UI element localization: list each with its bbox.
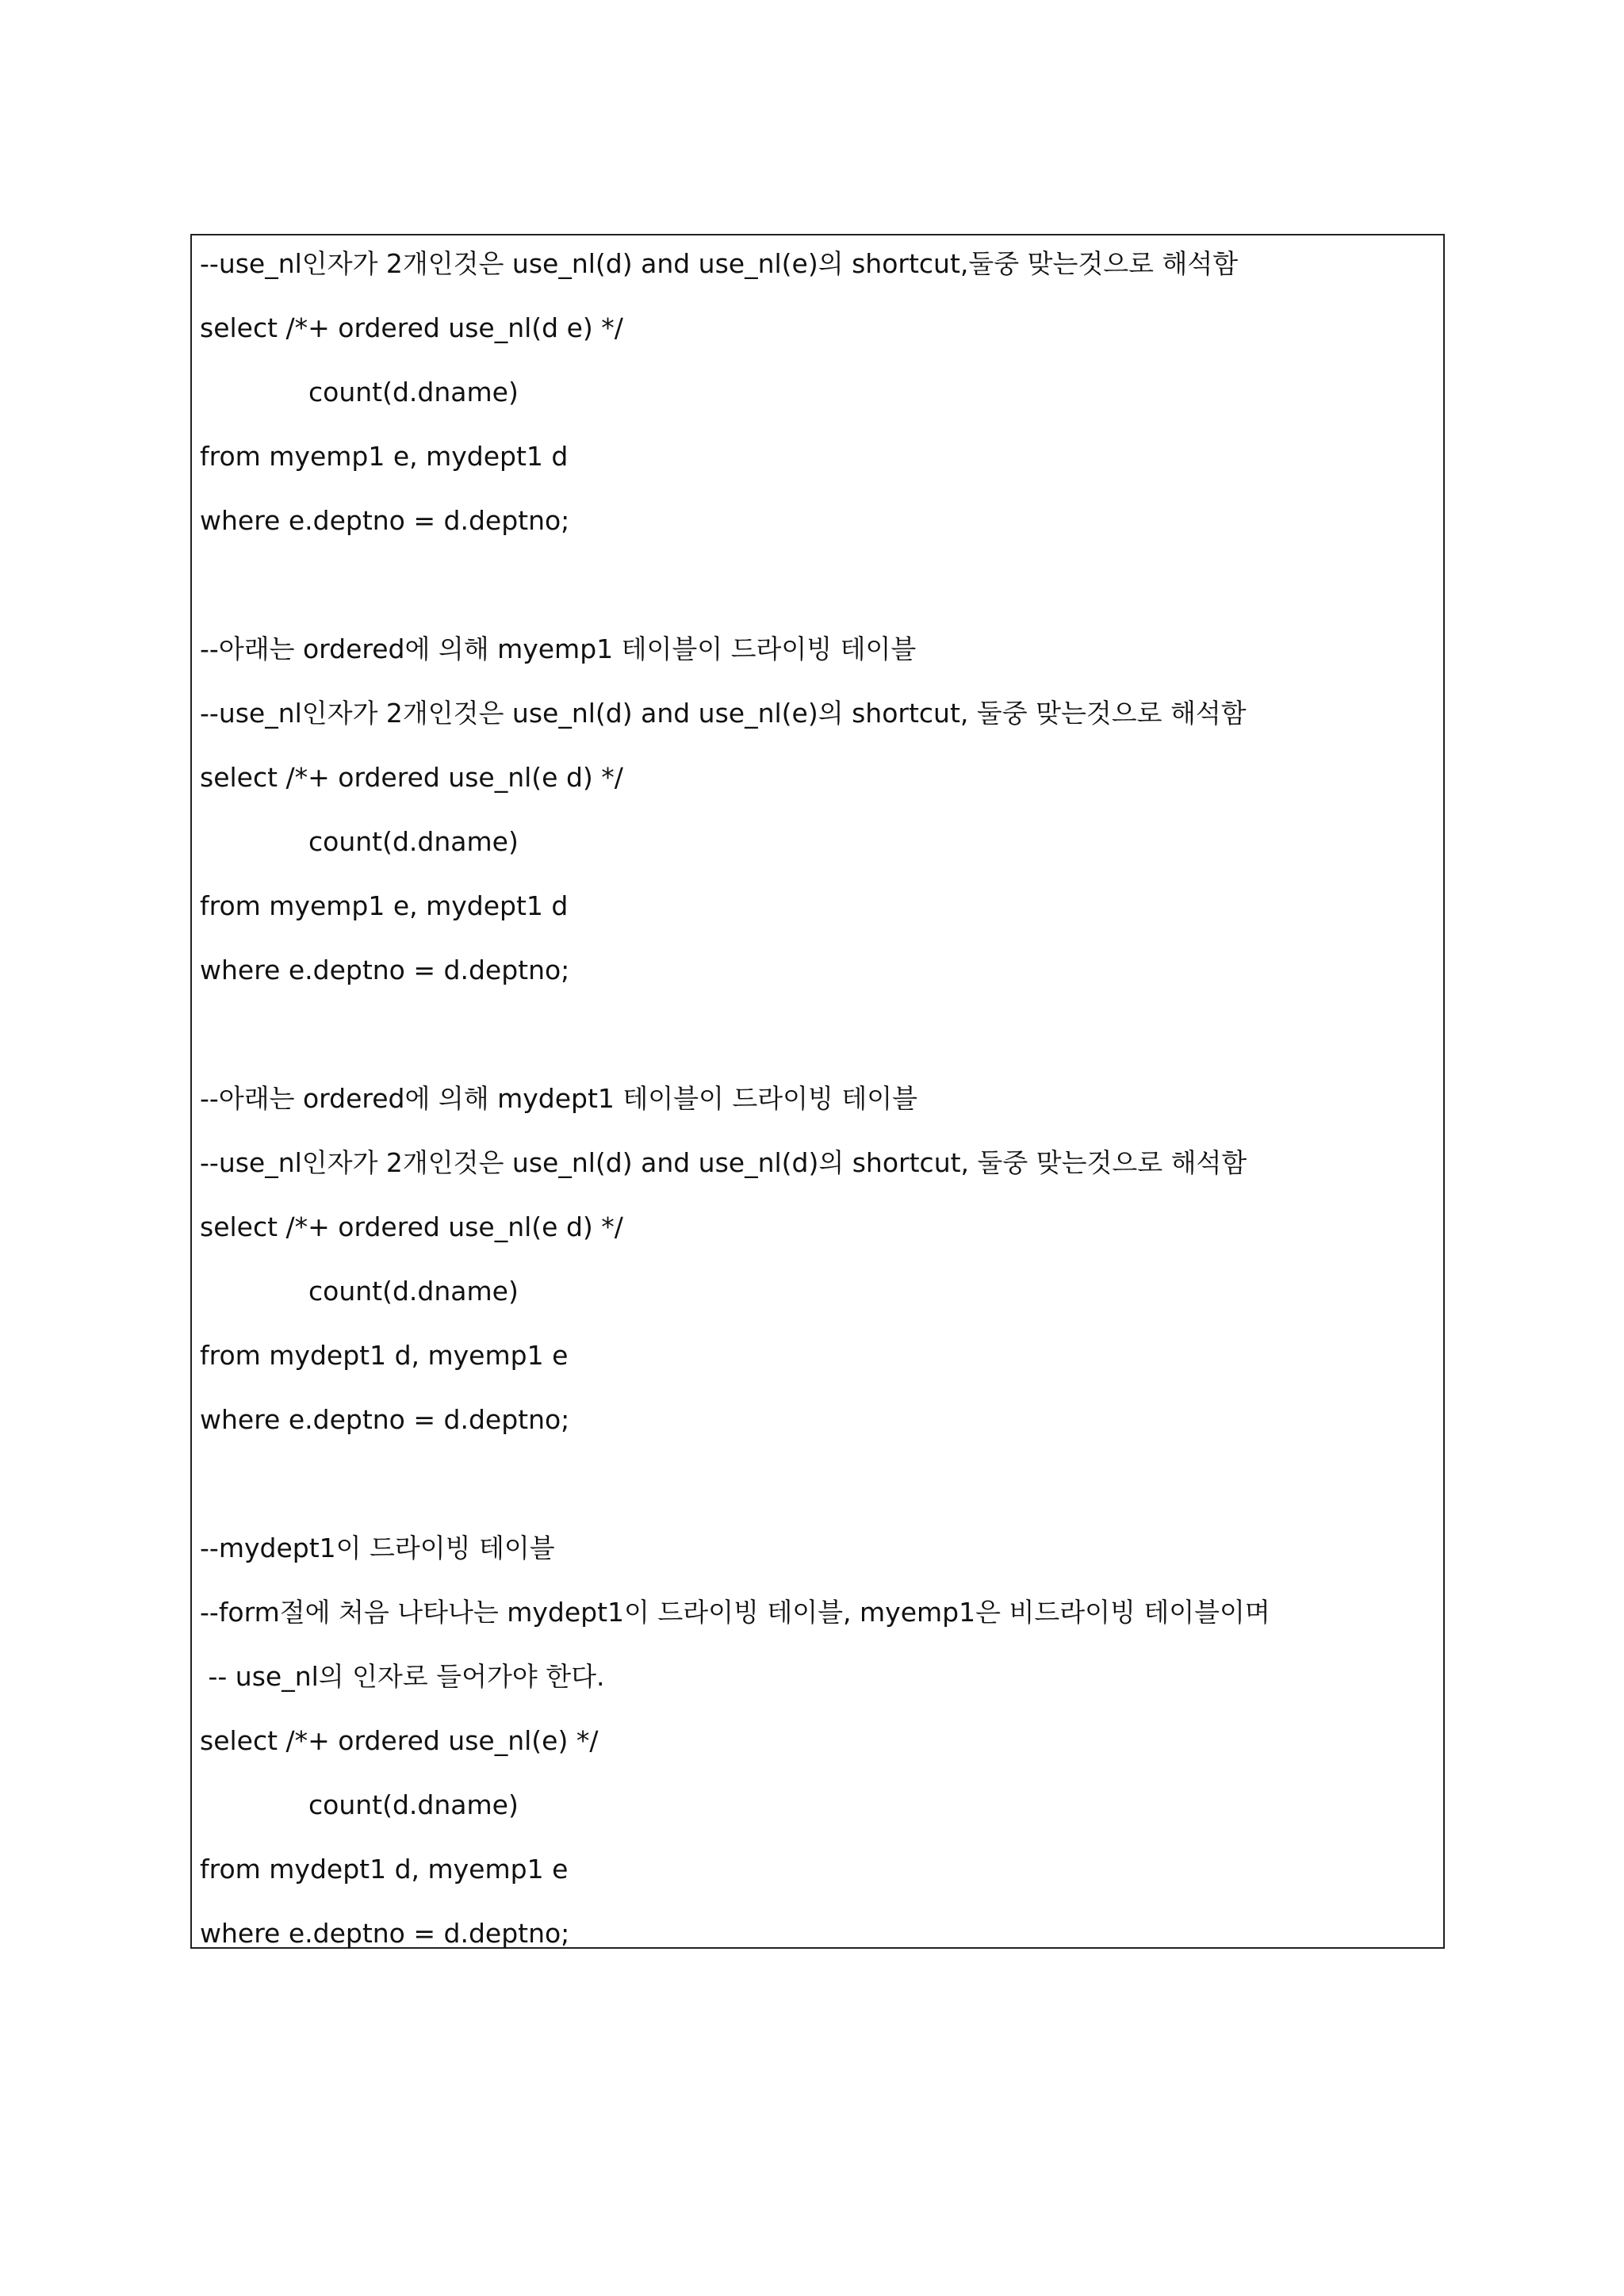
code-line: where e.deptno = d.deptno; — [200, 1918, 570, 1949]
code-line: select /*+ ordered use_nl(d e) */ — [200, 312, 623, 343]
comment-line: --use_nl인자가 2개인것은 use_nl(d) and use_nl(e)의 shortcut, 둘중 맞는것으로 해석함 — [200, 698, 1247, 729]
comment-line: --form절에 처음 나타나는 mydept1이 드라이빙 테이블, myemp1은 비드라이빙 테이블이며 — [200, 1597, 1270, 1628]
comment-line: --아래는 ordered에 의해 mydept1 테이블이 드라이빙 테이블 — [200, 1083, 918, 1114]
code-line: where e.deptno = d.deptno; — [200, 505, 570, 536]
code-line: count(d.dname) — [308, 1789, 519, 1820]
code-line: where e.deptno = d.deptno; — [200, 1404, 570, 1435]
code-line: count(d.dname) — [308, 377, 519, 408]
code-line: select /*+ ordered use_nl(e d) */ — [200, 762, 623, 793]
comment-line: --mydept1이 드라이빙 테이블 — [200, 1533, 555, 1563]
sql-code-box — [190, 234, 1445, 1949]
code-line: count(d.dname) — [308, 1276, 519, 1307]
comment-line: -- use_nl의 인자로 들어가야 한다. — [200, 1661, 605, 1692]
code-line: from myemp1 e, mydept1 d — [200, 890, 569, 921]
comment-line: --use_nl인자가 2개인것은 use_nl(d) and use_nl(e)의 shortcut,둘중 맞는것으로 해석함 — [200, 248, 1239, 279]
code-line: from myemp1 e, mydept1 d — [200, 441, 569, 472]
code-line: from mydept1 d, myemp1 e — [200, 1340, 569, 1371]
code-line: where e.deptno = d.deptno; — [200, 955, 570, 985]
comment-line: --use_nl인자가 2개인것은 use_nl(d) and use_nl(d)의 shortcut, 둘중 맞는것으로 해석함 — [200, 1147, 1247, 1178]
code-line: from mydept1 d, myemp1 e — [200, 1854, 569, 1885]
code-line: select /*+ ordered use_nl(e d) */ — [200, 1211, 623, 1242]
comment-line: --아래는 ordered에 의해 myemp1 테이블이 드라이빙 테이블 — [200, 633, 917, 664]
code-line: select /*+ ordered use_nl(e) */ — [200, 1725, 599, 1756]
code-line: count(d.dname) — [308, 826, 519, 857]
